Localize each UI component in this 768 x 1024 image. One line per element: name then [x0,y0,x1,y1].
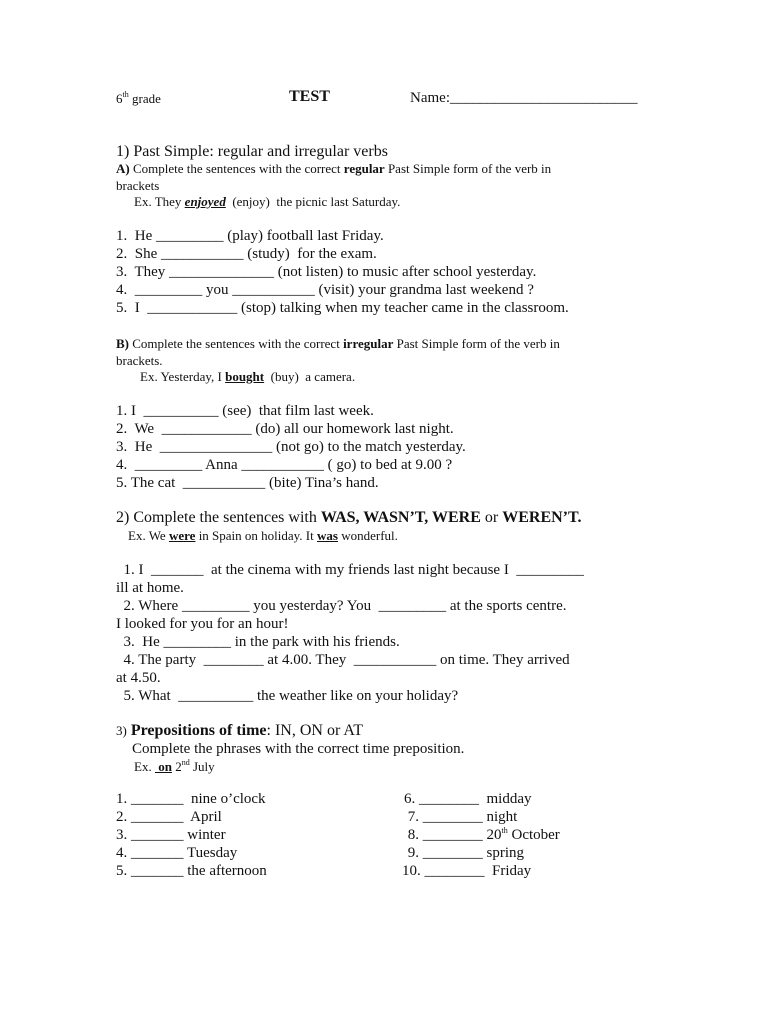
list-item[interactable]: 3. They ______________ (not listen) to music after school yesterday. [116,264,537,280]
list-item[interactable]: 4. The party ________ at 4.00. They ___________ on time. They arrived [116,652,570,668]
section-1a-instruction: A) Complete the sentences with the correct regular Past Simple form of the verb in [116,161,552,176]
list-item[interactable]: 2. _______ April [116,809,222,825]
section-2-title: 2) Complete the sentences with WAS, WASN’T, WERE or WEREN’T. [116,509,582,526]
list-item[interactable]: 7. ________ night [404,809,518,825]
list-item[interactable]: 5. _______ the afternoon [116,863,267,879]
section-1a-instruction-line2: brackets [116,178,160,193]
section-1-title: 1) Past Simple: regular and irregular verbs [116,143,388,160]
list-item[interactable]: 1. He _________ (play) football last Friday. [116,228,384,244]
list-item[interactable]: 3. _______ winter [116,827,226,843]
list-item: I looked for you for an hour! [116,616,289,632]
section-3-example: Ex. on 2nd July [134,758,215,774]
list-item[interactable]: 9. ________ spring [404,845,524,861]
list-item[interactable]: 2. Where _________ you yesterday? You _________ at the sports centre. [116,598,567,614]
list-item[interactable]: 4. _______ Tuesday [116,845,238,861]
list-item[interactable]: 4. _________ Anna ___________ ( go) to bed at 9.00 ? [116,457,453,473]
list-item[interactable]: 1. I __________ (see) that film last week. [116,403,374,419]
section-1b-instruction-line2: brackets. [116,353,163,368]
section-1b-instruction: B) Complete the sentences with the correct irregular Past Simple form of the verb in [116,336,560,351]
section-3-title: 3) Prepositions of time: IN, ON or AT [116,722,363,739]
list-item[interactable]: 5. I ____________ (stop) talking when my teacher came in the classroom. [116,300,569,316]
list-item[interactable]: 8. ________ 20th October [404,826,560,843]
grade-label: 6th grade [116,90,161,106]
list-item[interactable]: 5. The cat ___________ (bite) Tina’s hand. [116,475,379,491]
test-title: TEST [289,88,330,105]
section-1b-example: Ex. Yesterday, I bought (buy) a camera. [140,369,356,384]
section-3-instruction: Complete the phrases with the correct time preposition. [132,741,465,757]
list-item[interactable]: 10. ________ Friday [402,863,532,879]
name-field[interactable]: Name:_________________________ [410,90,638,106]
list-item[interactable]: 4. _________ you ___________ (visit) your grandma last weekend ? [116,282,534,298]
list-item: ill at home. [116,580,184,596]
list-item[interactable]: 2. We ____________ (do) all our homework last night. [116,421,454,437]
list-item[interactable]: 6. ________ midday [404,791,532,807]
list-item[interactable]: 5. What __________ the weather like on your holiday? [116,688,459,704]
list-item[interactable]: 2. She ___________ (study) for the exam. [116,246,377,262]
list-item[interactable]: 1. _______ nine o’clock [116,791,266,807]
section-1a-example: Ex. They enjoyed (enjoy) the picnic last Saturday. [134,194,401,209]
list-item[interactable]: 3. He _________ in the park with his friends. [116,634,400,650]
list-item[interactable]: 1. I _______ at the cinema with my friends last night because I _________ [116,562,584,578]
list-item[interactable]: 3. He _______________ (not go) to the match yesterday. [116,439,466,455]
list-item: at 4.50. [116,670,161,686]
section-2-example: Ex. We were in Spain on holiday. It was wonderful. [128,528,398,543]
